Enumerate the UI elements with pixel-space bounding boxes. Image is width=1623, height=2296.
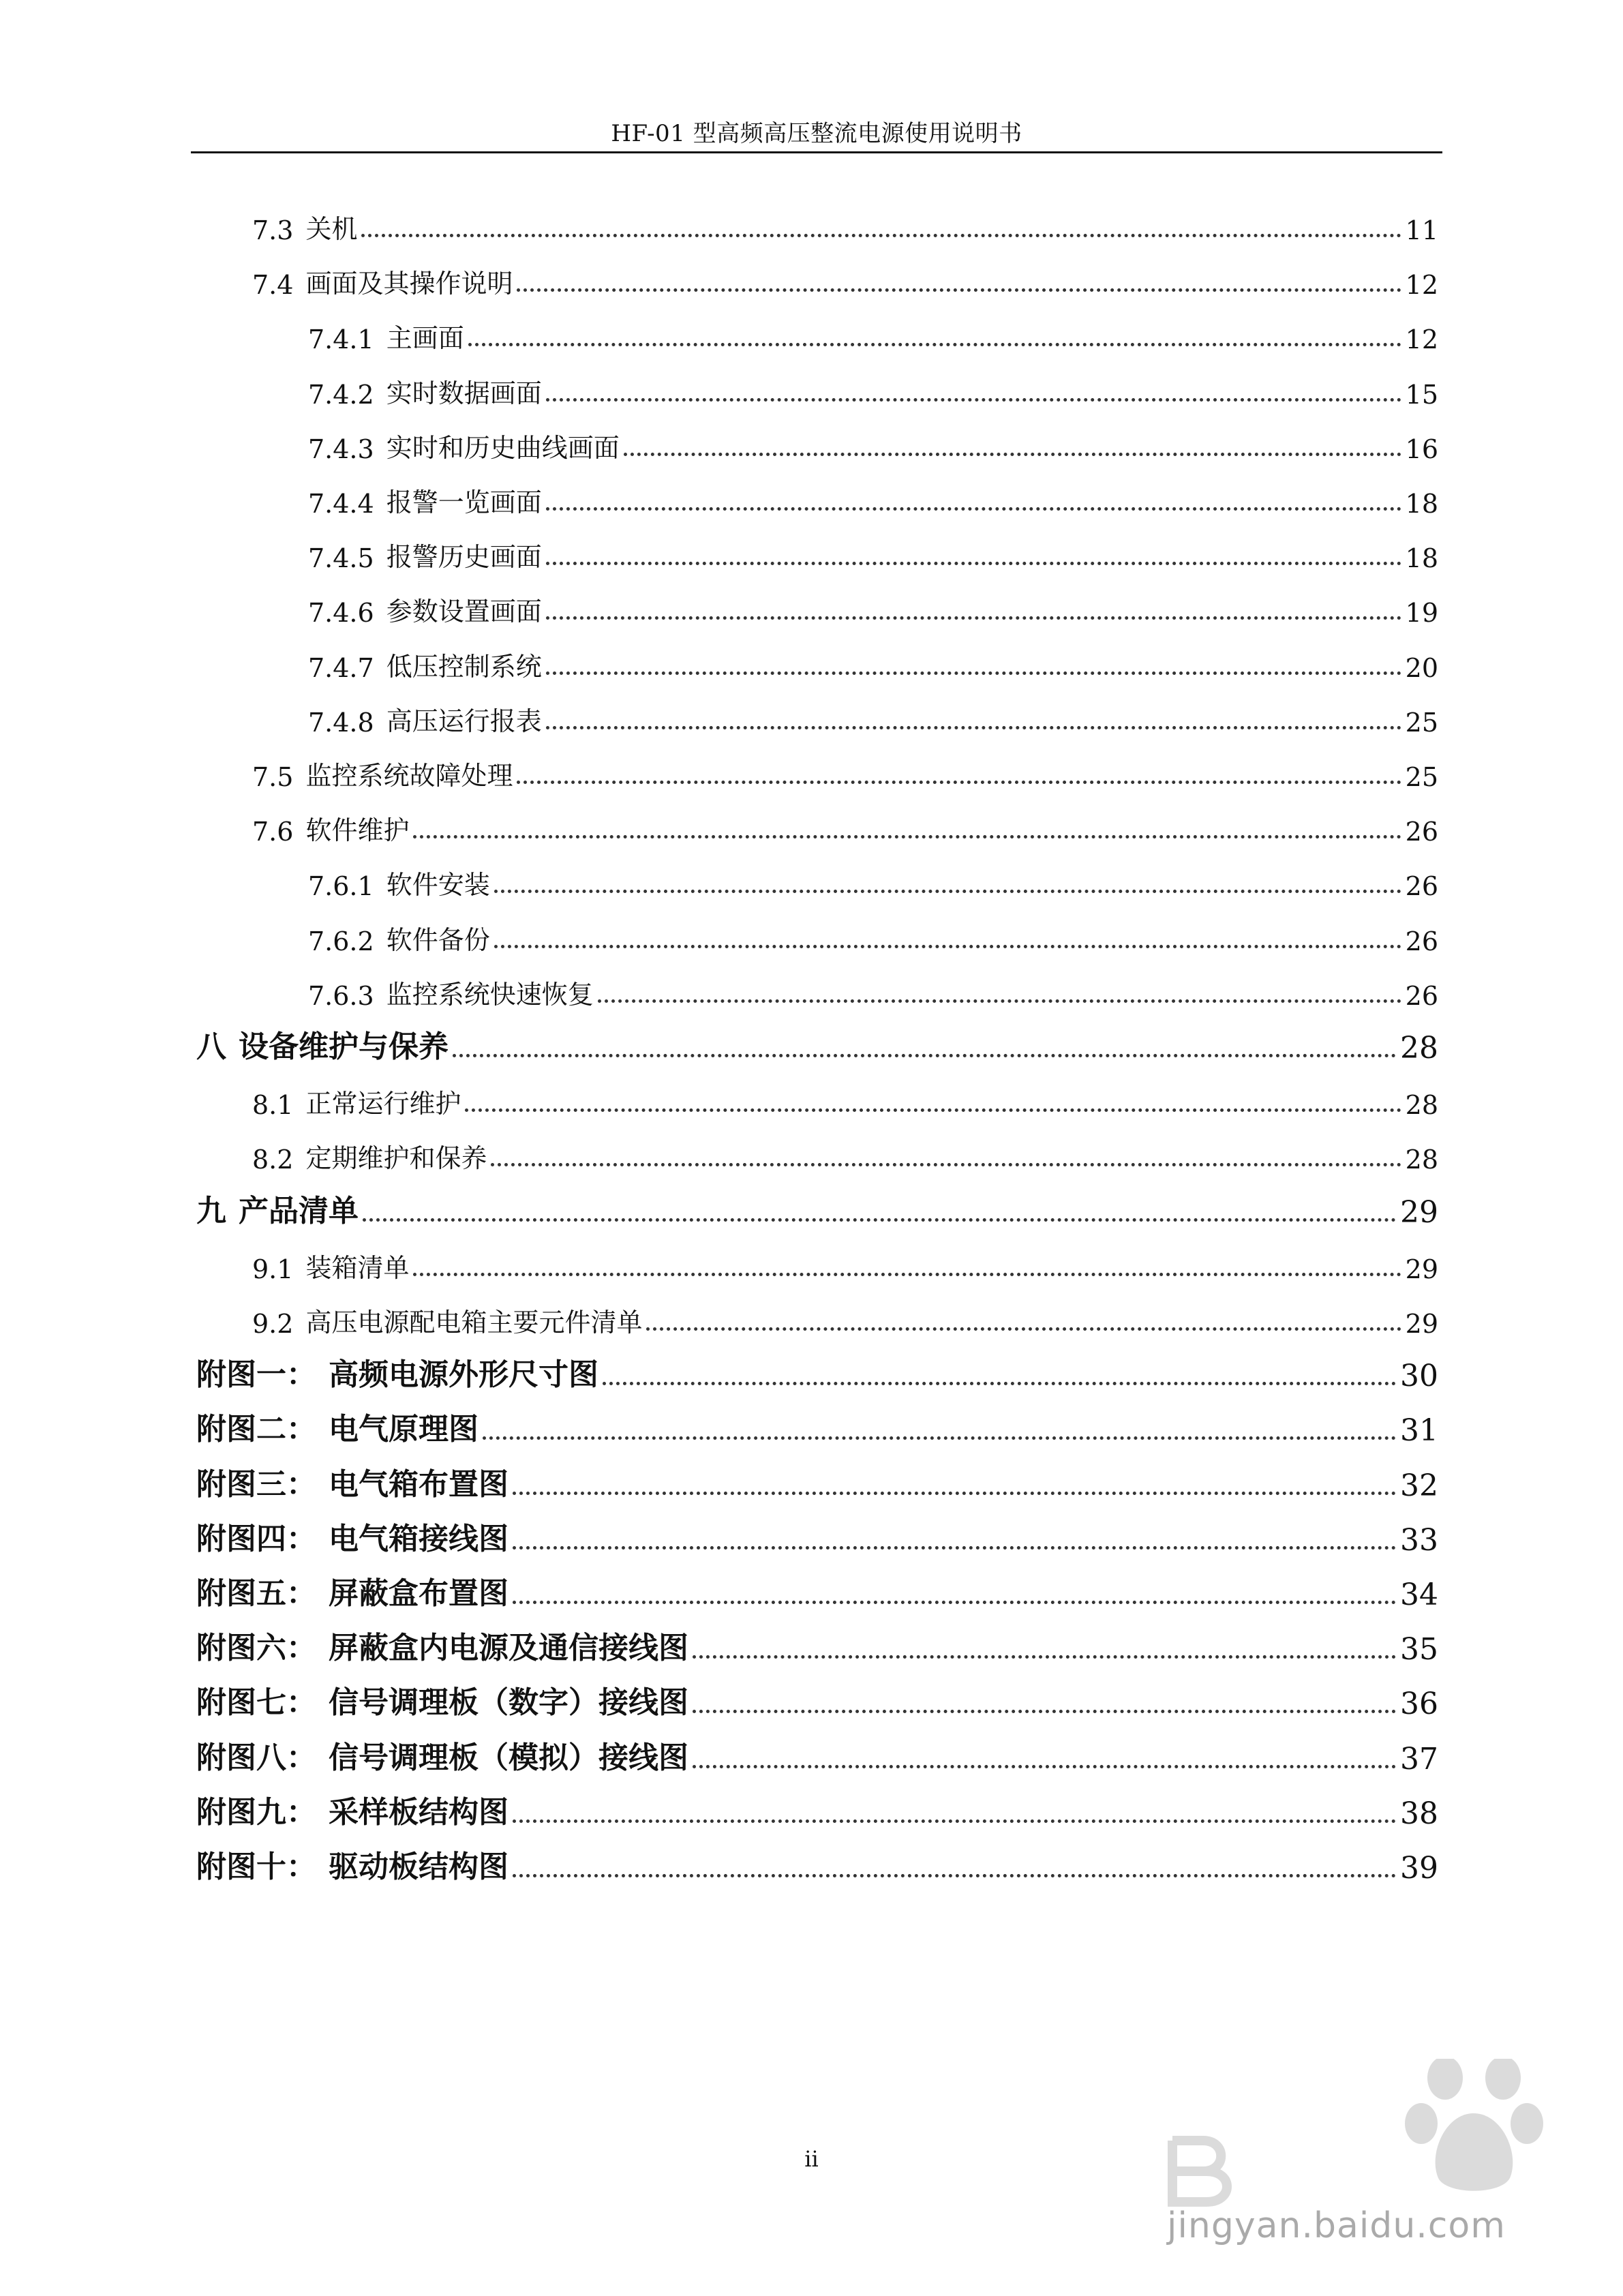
dot-leader	[465, 1108, 1401, 1112]
toc-entry-page: 20	[1405, 652, 1438, 683]
toc-entry-number: 附图九：	[196, 1794, 316, 1830]
dot-leader	[513, 1874, 1396, 1877]
toc-entry-page: 39	[1400, 1851, 1438, 1886]
toc-entry-title: 参数设置画面	[386, 596, 542, 627]
toc-entry[interactable]	[196, 1571, 1438, 1612]
dot-leader	[494, 945, 1401, 948]
toc-entry[interactable]	[196, 1407, 1438, 1448]
toc-entry-number: 7.6	[252, 817, 294, 847]
toc-entry[interactable]	[196, 1189, 1438, 1230]
toc-entry[interactable]	[196, 1462, 1438, 1503]
toc-entry[interactable]	[196, 1790, 1438, 1831]
dot-leader	[546, 507, 1401, 511]
toc-entry-title: 屏蔽盒内电源及通信接线图	[329, 1631, 688, 1666]
toc-entry-title: 关机	[305, 214, 358, 244]
toc-entry-title: 软件安装	[386, 870, 490, 901]
toc-entry-number: 7.4.1	[308, 324, 374, 355]
dot-leader	[513, 1601, 1396, 1604]
toc-entry[interactable]	[196, 1025, 1438, 1066]
toc-entry-page: 15	[1405, 379, 1438, 410]
toc-entry-number: 九	[196, 1193, 226, 1228]
toc-entry[interactable]	[252, 1243, 1438, 1284]
toc-entry-title: 电气箱接线图	[329, 1521, 509, 1556]
dot-leader	[646, 1327, 1401, 1331]
toc-entry-page: 26	[1405, 980, 1438, 1011]
toc-entry[interactable]	[308, 369, 1438, 410]
toc-entry[interactable]	[308, 642, 1438, 683]
toc-entry-title: 高压电源配电箱主要元件清单	[305, 1308, 643, 1338]
toc-entry[interactable]	[196, 1680, 1438, 1721]
toc-entry-number: 附图八：	[196, 1740, 316, 1775]
toc-entry-page: 38	[1400, 1796, 1438, 1831]
toc-entry[interactable]	[308, 970, 1438, 1011]
toc-entry-title: 高压运行报表	[386, 706, 542, 736]
toc-entry-page: 18	[1405, 489, 1438, 519]
toc-entry-page: 26	[1405, 871, 1438, 902]
toc-entry-number: 7.4.4	[308, 489, 374, 519]
toc-entry-page: 34	[1400, 1577, 1438, 1612]
dot-leader	[517, 288, 1401, 292]
toc-entry[interactable]	[308, 532, 1438, 573]
toc-entry-number: 附图十：	[196, 1849, 316, 1884]
toc-entry-title: 产品清单	[239, 1193, 359, 1228]
toc-entry-number: 7.6.1	[308, 871, 374, 902]
toc-entry-page: 36	[1400, 1687, 1438, 1722]
toc-entry-page: 29	[1405, 1254, 1438, 1284]
dot-leader	[693, 1765, 1396, 1768]
toc-entry-number: 附图二：	[196, 1412, 316, 1447]
page-header: HF-01 型高频高压整流电源使用说明书	[611, 120, 1022, 147]
dot-leader	[546, 398, 1401, 402]
dot-leader	[693, 1655, 1396, 1659]
dot-leader	[361, 234, 1401, 237]
toc-entry[interactable]	[196, 1736, 1438, 1777]
toc-entry-number: 附图七：	[196, 1685, 316, 1721]
toc-entry-number: 附图六：	[196, 1631, 316, 1666]
toc-entry-number: 7.4.8	[308, 707, 374, 738]
toc-entry[interactable]	[308, 697, 1438, 738]
toc-entry-title: 高频电源外形尺寸图	[329, 1357, 598, 1393]
toc-entry-title: 监控系统故障处理	[305, 761, 513, 791]
dot-leader	[491, 1163, 1401, 1166]
dot-leader	[546, 562, 1401, 565]
dot-leader	[413, 1273, 1401, 1276]
toc-entry-page: 25	[1405, 707, 1438, 738]
toc-entry-title: 驱动板结构图	[329, 1849, 509, 1884]
dot-leader	[453, 1054, 1396, 1057]
toc-entry-title: 定期维护和保养	[305, 1143, 487, 1174]
toc-entry-title: 采样板结构图	[329, 1794, 509, 1830]
toc-entry[interactable]	[252, 751, 1438, 792]
toc-entry-page: 29	[1400, 1194, 1438, 1230]
toc-entry-title: 实时数据画面	[386, 378, 542, 408]
toc-entry-number: 7.3	[252, 215, 294, 245]
toc-entry[interactable]	[308, 478, 1438, 519]
toc-entry-page: 19	[1405, 598, 1438, 629]
toc-entry-page: 18	[1405, 543, 1438, 574]
toc-entry-title: 软件备份	[386, 924, 490, 955]
toc-entry-title: 主画面	[386, 323, 464, 354]
dot-leader	[546, 726, 1401, 729]
toc-entry[interactable]	[252, 259, 1438, 300]
dot-leader	[494, 890, 1401, 893]
toc-entry-title: 电气原理图	[329, 1412, 479, 1447]
toc-entry-title: 电气箱布置图	[329, 1466, 509, 1502]
dot-leader	[483, 1436, 1396, 1440]
toc-entry-number: 8.1	[252, 1090, 294, 1121]
toc-entry-title: 正常运行维护	[305, 1089, 461, 1119]
toc-entry-number: 附图四：	[196, 1521, 316, 1556]
toc-entry-title: 屏蔽盒布置图	[329, 1576, 509, 1611]
dot-leader	[413, 835, 1401, 839]
toc-entry-page: 26	[1405, 817, 1438, 847]
toc-entry-page: 30	[1400, 1359, 1438, 1394]
toc-entry-number: 附图五：	[196, 1576, 316, 1611]
dot-leader	[517, 781, 1401, 784]
toc-entry[interactable]	[252, 1079, 1438, 1120]
dot-leader	[513, 1819, 1396, 1823]
toc-entry-page: 11	[1405, 215, 1438, 245]
dot-leader	[624, 453, 1401, 456]
toc-entry-title: 监控系统快速恢复	[386, 979, 594, 1010]
toc-entry-number: 8.2	[252, 1145, 294, 1175]
toc-entry-page: 28	[1405, 1090, 1438, 1121]
toc-entry-number: 7.6.3	[308, 980, 374, 1011]
toc-entry-number: 附图一：	[196, 1357, 316, 1393]
toc-entry-page: 31	[1400, 1413, 1438, 1449]
watermark-url: jingyan.baidu.com	[1167, 2205, 1506, 2246]
toc-entry-number: 7.4.5	[308, 543, 374, 574]
toc-entry-number: 7.5	[252, 762, 294, 792]
toc-entry-title: 画面及其操作说明	[305, 269, 513, 299]
toc-entry-page: 26	[1405, 926, 1438, 956]
toc-entry-title: 低压控制系统	[386, 651, 542, 682]
toc-entry[interactable]	[252, 806, 1438, 847]
toc-entry-page: 12	[1405, 270, 1438, 301]
toc-entry-page: 16	[1405, 434, 1438, 464]
toc-entry-number: 9.1	[252, 1254, 294, 1284]
toc-entry-title: 报警历史画面	[386, 542, 542, 573]
toc-entry-title: 装箱清单	[305, 1252, 410, 1283]
toc-entry[interactable]	[308, 314, 1438, 354]
toc-entry[interactable]	[308, 916, 1438, 956]
toc-entry-number: 7.4.2	[308, 379, 374, 410]
toc-entry-title: 报警一览画面	[386, 487, 542, 517]
dot-leader	[546, 616, 1401, 620]
toc-entry[interactable]	[252, 205, 1438, 245]
toc-entry-page: 28	[1400, 1031, 1438, 1066]
toc-entry-title: 软件维护	[305, 815, 410, 846]
toc-entry-number: 9.2	[252, 1309, 294, 1339]
dot-leader	[468, 343, 1401, 346]
toc-entry-number: 附图三：	[196, 1466, 316, 1502]
toc-entry[interactable]	[308, 860, 1438, 901]
toc-entry-page: 37	[1400, 1741, 1438, 1777]
dot-leader	[603, 1382, 1396, 1385]
toc-entry-title: 信号调理板（数字）接线图	[329, 1685, 688, 1721]
toc-entry[interactable]	[252, 1134, 1438, 1175]
toc-entry-page: 33	[1400, 1522, 1438, 1558]
dot-leader	[513, 1546, 1396, 1550]
toc-entry-number: 7.4	[252, 270, 294, 301]
dot-leader	[363, 1218, 1396, 1222]
toc-entry-number: 7.4.3	[308, 434, 374, 464]
toc-entry-page: 12	[1405, 324, 1438, 355]
toc-entry[interactable]	[196, 1353, 1438, 1393]
toc-entry-number: 7.6.2	[308, 926, 374, 956]
toc-entry-page: 25	[1405, 762, 1438, 792]
toc-entry-title: 信号调理板（模拟）接线图	[329, 1740, 688, 1775]
toc-entry[interactable]	[196, 1626, 1438, 1667]
toc-entry-number: 八	[196, 1029, 226, 1064]
toc-entry[interactable]	[196, 1845, 1438, 1886]
toc-entry[interactable]	[308, 423, 1438, 464]
toc-entry-title: 实时和历史曲线画面	[386, 432, 620, 463]
toc-entry-number: 7.4.6	[308, 598, 374, 629]
toc-entry-number: 7.4.7	[308, 652, 374, 683]
dot-leader	[598, 999, 1401, 1003]
toc-entry[interactable]	[196, 1517, 1438, 1558]
toc-entry-title: 设备维护与保养	[239, 1029, 449, 1064]
toc-entry[interactable]	[308, 587, 1438, 628]
dot-leader	[546, 671, 1401, 675]
toc-entry[interactable]	[252, 1298, 1438, 1339]
dot-leader	[513, 1492, 1396, 1495]
dot-leader	[693, 1710, 1396, 1713]
toc-entry-page: 32	[1400, 1468, 1438, 1503]
page-number: ii	[804, 2146, 819, 2172]
toc-entry-page: 29	[1405, 1309, 1438, 1339]
toc-entry-page: 35	[1400, 1632, 1438, 1667]
toc-entry-page: 28	[1405, 1145, 1438, 1175]
